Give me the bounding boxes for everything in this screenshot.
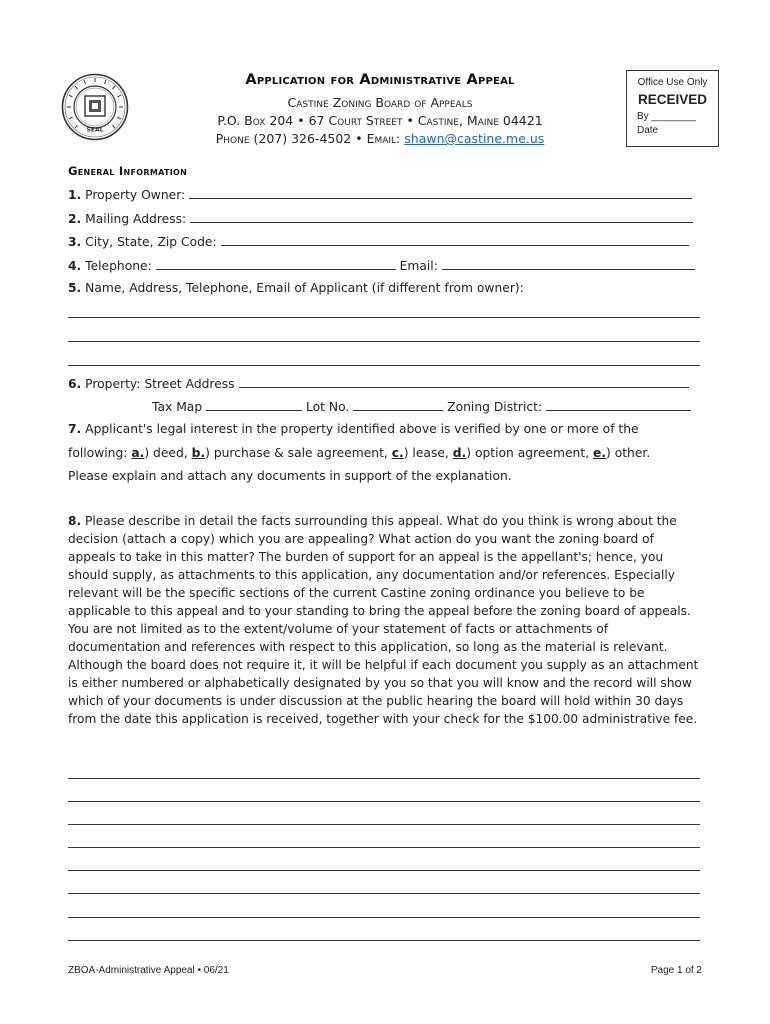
applicant-info-line[interactable]: [68, 365, 700, 366]
appeal-description-line[interactable]: [68, 824, 700, 825]
board-name: Castine Zoning Board of Appeals: [287, 95, 473, 110]
lot-no-input[interactable]: [353, 398, 443, 411]
field-property-owner: 1. Property Owner:: [68, 186, 702, 202]
property-owner-input[interactable]: [189, 186, 692, 199]
received-label: RECEIVED: [637, 92, 708, 107]
field-mailing-address: 2. Mailing Address:: [68, 210, 702, 226]
form-id: ZBOA-Administrative Appeal • 06/21: [68, 965, 229, 976]
phone-text: Phone (207) 326-4502 • Email:: [215, 131, 401, 146]
email-link[interactable]: shawn@castine.me.us: [404, 131, 545, 146]
field-applicant-info: 5. Name, Address, Telephone, Email of Applicant (if different from owner):: [68, 281, 524, 295]
appeal-description-line[interactable]: [68, 847, 700, 848]
applicant-info-line[interactable]: [68, 317, 700, 318]
field-city-state-zip: 3. City, State, Zip Code:: [68, 233, 702, 249]
legal-interest-explain: Please explain and attach any documents in support of the explanation.: [68, 469, 512, 483]
field-property-address: 6. Property: Street Address: [68, 375, 702, 391]
appeal-description-line[interactable]: [68, 940, 700, 941]
option-e[interactable]: e.: [592, 446, 606, 460]
received-date-field: Date: [637, 125, 659, 136]
appeal-description-line[interactable]: [68, 917, 700, 918]
office-use-label: Office Use Only: [637, 77, 708, 88]
board-address: P.O. Box 204 • 67 Court Street • Castine, Maine 04421: [217, 113, 543, 128]
form-title: Application for Administrative Appeal: [245, 72, 515, 88]
board-contact: [170, 131, 590, 146]
town-seal-logo: [61, 73, 129, 141]
city-state-zip-input[interactable]: [221, 233, 689, 246]
option-b[interactable]: b.: [191, 446, 206, 460]
option-a[interactable]: a.: [131, 446, 145, 460]
street-address-input[interactable]: [239, 375, 689, 388]
email-input[interactable]: [442, 257, 695, 270]
telephone-input[interactable]: [156, 257, 396, 270]
tax-map-input[interactable]: [206, 398, 302, 411]
applicant-info-line[interactable]: [68, 341, 700, 342]
option-c[interactable]: c.: [391, 446, 404, 460]
appeal-description-line[interactable]: [68, 801, 700, 802]
mailing-address-input[interactable]: [190, 210, 693, 223]
field-property-ids: Tax Map Lot No. Zoning District:: [152, 398, 702, 414]
field-telephone-email: 4. Telephone: Email:: [68, 257, 702, 273]
zoning-district-input[interactable]: [546, 398, 691, 411]
section-title: General Information: [68, 164, 188, 178]
option-d[interactable]: d.: [452, 446, 467, 460]
appeal-description-line[interactable]: [68, 870, 700, 871]
page-number: Page 1 of 2: [650, 965, 702, 976]
appeal-description-line[interactable]: [68, 778, 700, 779]
legal-interest-options: following: a.) deed, b.) purchase & sale agreement, c.) lease, d.) option agreement, e.) other.: [68, 446, 651, 460]
appeal-description-line[interactable]: [68, 893, 700, 894]
field-legal-interest: 7. Applicant's legal interest in the property identified above is verified by one or more of the: [68, 422, 639, 436]
office-use-box: [626, 70, 719, 147]
field-appeal-description: 8. Please describe in detail the facts surrounding this appeal. What do you think is wrong about the decision (attach a copy) which you are appealing? What action do you want the zoning board of appeals to take in this matter? The burden of support for an appeal is the appellant's; hence, you should supply, as attachments to this application, any documentation and/or references. Especially relevant will be the specific sections of the current Castine zoning ordinance you believe to be applicable to this appeal and to your standing to bring the appeal before the zoning board of appeals. You are not limited as to the extent/volume of your statement of facts or attachments of documentation and references with respect to this application, so long as the material is relevant. Although the board does not require it, it will be helpful if each document you supply as an attachment is either numbered or alphabetically designated by you so that you will know and the record will show which of your documents is under discussion at the public hearing the board will hold within 30 days from the date this application is received, together with your check for the $100.00 administrative fee.: [68, 514, 699, 726]
svg-text:SEAL: SEAL: [86, 126, 104, 134]
received-by-field: By ________: [637, 111, 696, 122]
